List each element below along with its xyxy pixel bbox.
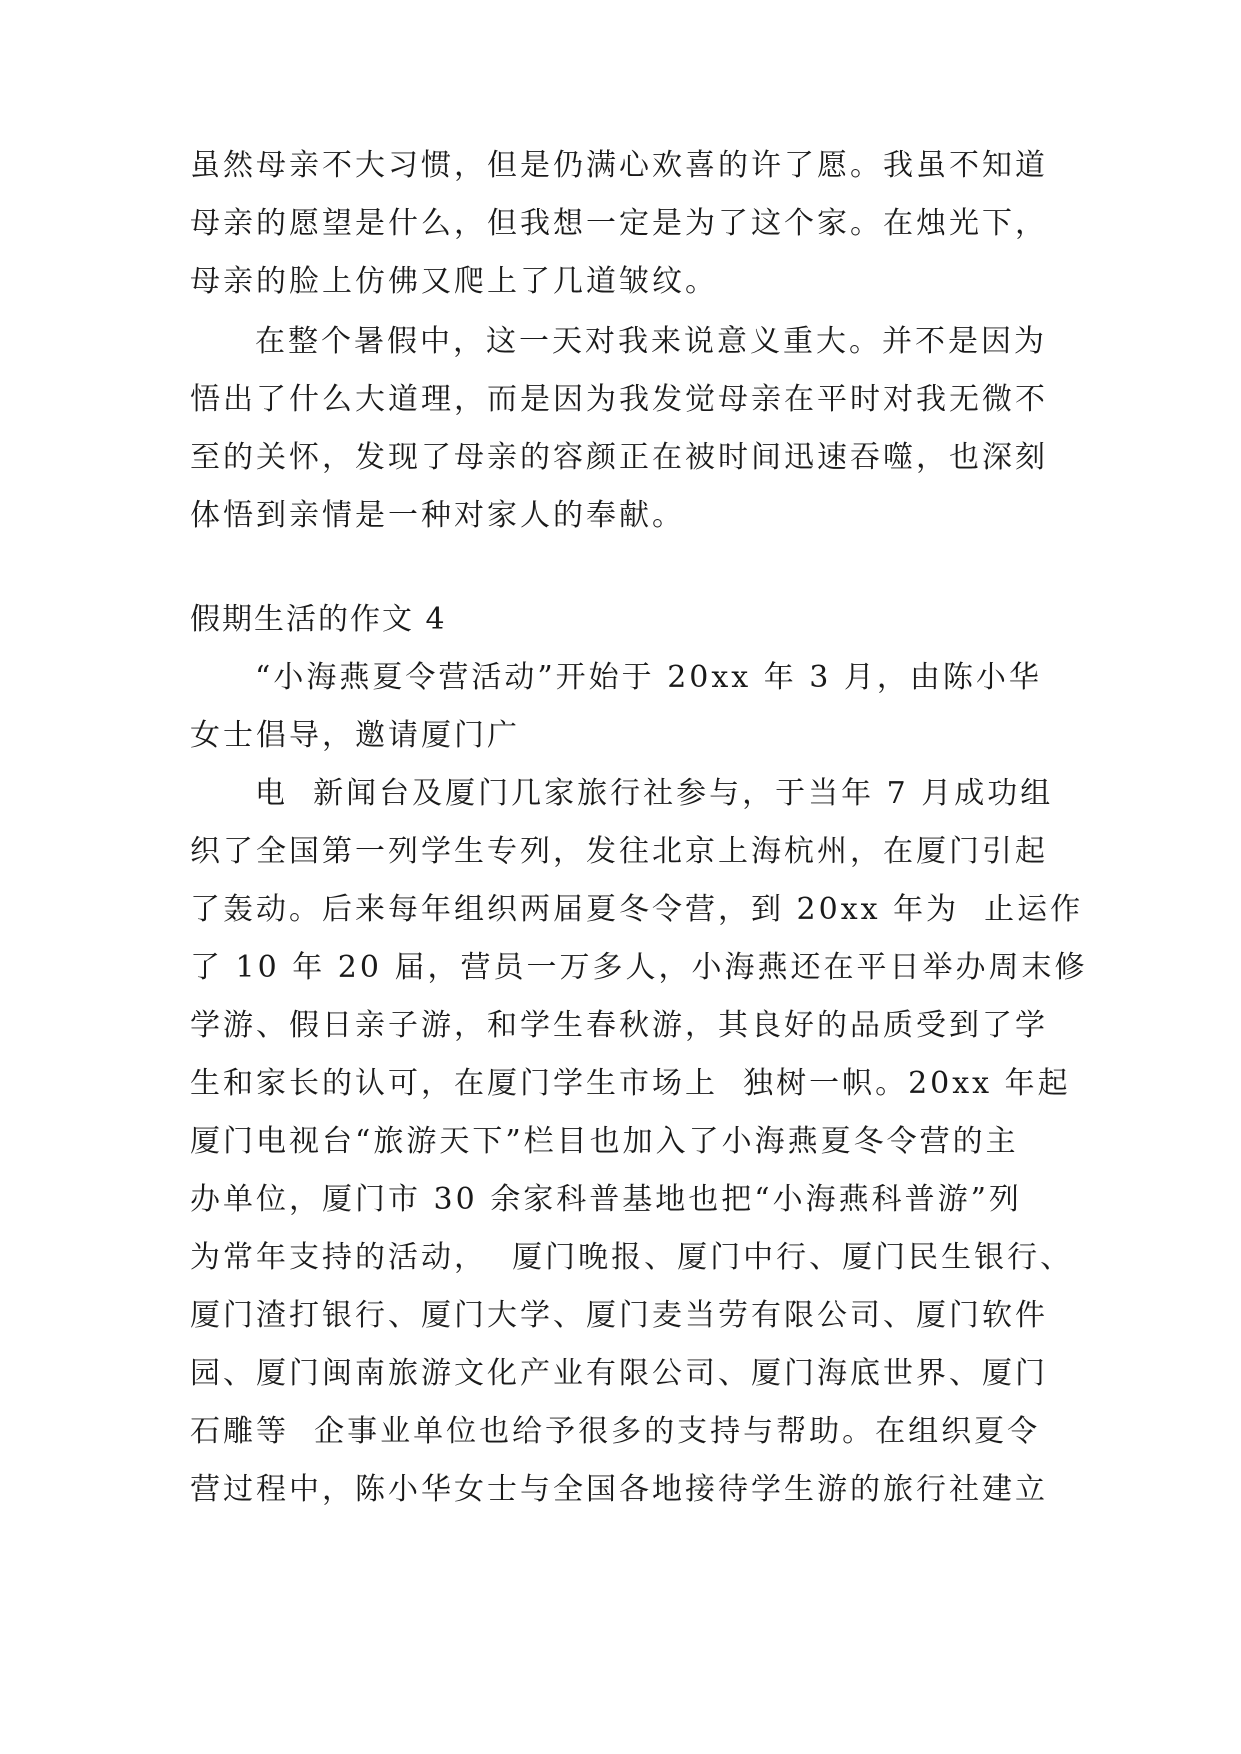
text-line: 体悟到亲情是一种对家人的奉献。 <box>190 498 685 533</box>
text-line: 营过程中，陈小华女士与全国各地接待学生游的旅行社建立 <box>190 1472 1048 1507</box>
text-line: 虽然母亲不大习惯，但是仍满心欢喜的许了愿。我虽不知道 <box>190 148 1048 183</box>
text-line: 石雕等 企事业单位也给予很多的支持与帮助。在组织夏令 <box>190 1414 1041 1449</box>
text-line: 电 新闻台及厦门几家旅行社参与，于当年 7 月成功组 <box>255 776 1054 811</box>
text-line: 厦门渣打银行、厦门大学、厦门麦当劳有限公司、厦门软件 <box>190 1298 1048 1333</box>
text-line: 厦门电视台“旅游天下”栏目也加入了小海燕夏冬令营的主 <box>190 1124 1019 1159</box>
text-line: 学游、假日亲子游，和学生春秋游，其良好的品质受到了学 <box>190 1008 1048 1043</box>
text-line: 为常年支持的活动， 厦门晚报、厦门中行、厦门民生银行、 <box>190 1240 1074 1275</box>
text-line: 母亲的愿望是什么，但我想一定是为了这个家。在烛光下， <box>190 206 1048 241</box>
text-line: 了轰动。后来每年组织两届夏冬令营，到 20xx 年为 止运作 <box>190 892 1084 927</box>
section-title: 假期生活的作文 4 <box>190 602 447 637</box>
text-line: 至的关怀，发现了母亲的容颜正在被时间迅速吞噬，也深刻 <box>190 440 1048 475</box>
text-line: 织了全国第一列学生专列，发往北京上海杭州，在厦门引起 <box>190 834 1048 869</box>
text-line: 母亲的脸上仿佛又爬上了几道皱纹。 <box>190 264 718 299</box>
text-line: 园、厦门闽南旅游文化产业有限公司、厦门海底世界、厦门 <box>190 1356 1048 1391</box>
text-line: 了 10 年 20 届，营员一万多人，小海燕还在平日举办周末修 <box>190 950 1088 985</box>
text-line: 办单位，厦门市 30 余家科普基地也把“小海燕科普游”列 <box>190 1182 1022 1217</box>
text-line: 悟出了什么大道理，而是因为我发觉母亲在平时对我无微不 <box>190 382 1048 417</box>
text-line: “小海燕夏令营活动”开始于 20xx 年 3 月，由陈小华 <box>255 660 1042 695</box>
text-line: 在整个暑假中，这一天对我来说意义重大。并不是因为 <box>255 324 1047 359</box>
text-line: 女士倡导，邀请厦门广 <box>190 718 520 753</box>
text-line: 生和家长的认可，在厦门学生市场上 独树一帜。20xx 年起 <box>190 1066 1071 1101</box>
